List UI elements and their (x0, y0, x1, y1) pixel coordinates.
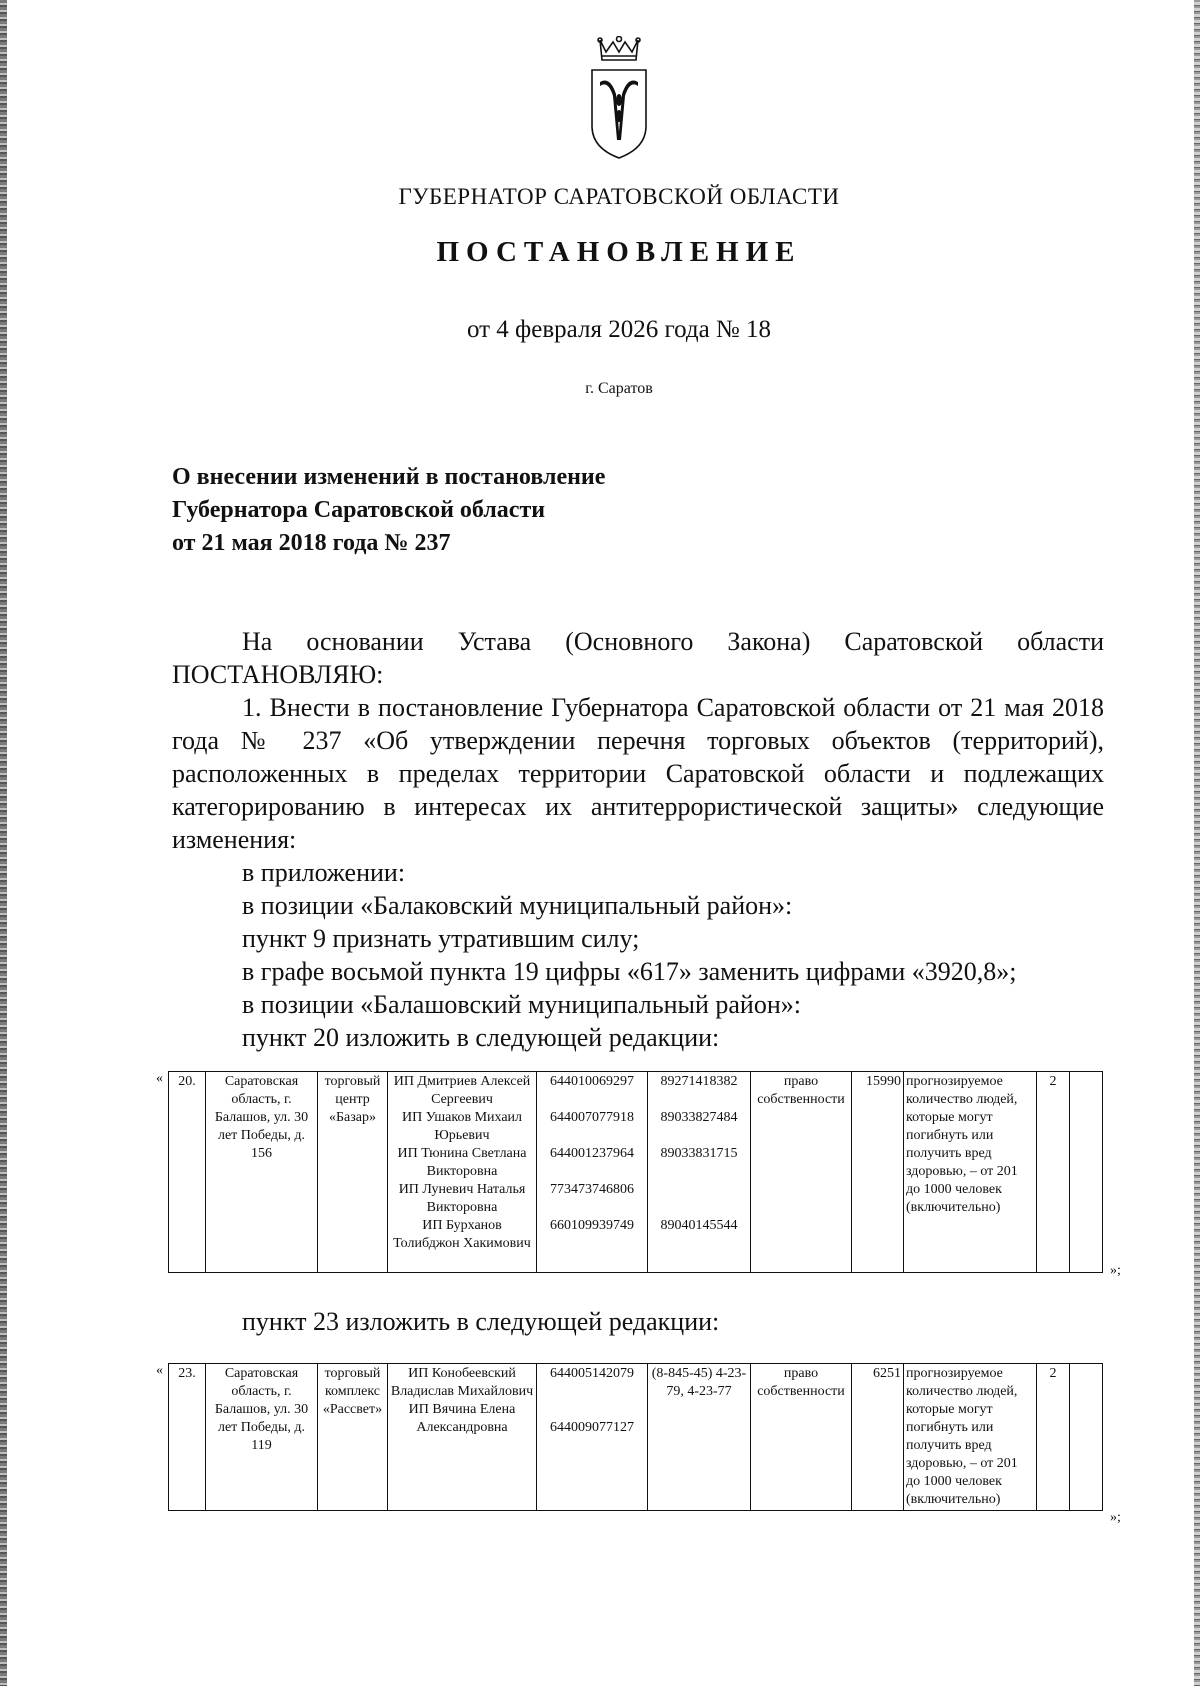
document-subject (172, 461, 605, 560)
paragraph-clause-1: 1. Внести в постановление Губернатора Саратовской области от 21 мая 2018 года № 237 «Об утверждении перечня торговых объектов (территорий), расположенных в пределах территории Саратовской области и подлежащих категорированию в интересах их антитеррористической защиты» следующие изменения: (172, 693, 1104, 854)
document-date-number: от 4 февраля 2026 года № 18 (466, 316, 772, 343)
cell-inn (537, 1364, 648, 1511)
cell-phone (648, 1072, 751, 1273)
cell-forecast: прогнозируемое количество людей, которые могут погибнуть или получить вред здоровью, – от 201 до 1000 человек (включительно) (904, 1364, 1037, 1511)
cell-owners (388, 1072, 537, 1273)
cell-number: 23. (169, 1364, 206, 1511)
subject-line: О внесении изменений в постановление (172, 464, 606, 490)
phone-value: 89033831715 (660, 1146, 738, 1161)
object-table-item-23 (168, 1363, 1103, 1511)
cell-address: Саратовская область, г. Балашов, ул. 30 лет Победы, д. 119 (206, 1364, 318, 1511)
issuing-authority: ГУБЕРНАТОР САРАТОВСКОЙ ОБЛАСТИ (398, 184, 840, 209)
cell-area: 15990 (852, 1072, 904, 1273)
owner-name: ИП Бурханов Толибджон Хакимович (393, 1218, 531, 1251)
paragraph-line: пункт 20 изложить в следующей редакции: (242, 1023, 720, 1052)
paragraph-basis: На основании Устава (Основного Закона) Саратовской области ПОСТАНОВЛЯЮ: (172, 627, 1104, 689)
table-open-quote: « (156, 1071, 163, 1086)
table-close-quote: »; (1110, 1263, 1121, 1278)
inn-value: 660109939749 (550, 1218, 634, 1233)
cell-right: право собственности (751, 1072, 852, 1273)
table-close-quote: »; (1110, 1510, 1121, 1525)
cell-owners (388, 1364, 537, 1511)
phone-value: 89271418382 (660, 1074, 738, 1089)
inn-value: 773473746806 (550, 1182, 634, 1197)
phone-value: 89040145544 (660, 1218, 738, 1233)
inn-value: 644009077127 (550, 1420, 634, 1435)
paragraph-line: в позиции «Балашовский муниципальный район»: (242, 990, 801, 1019)
inn-value: 644005142079 (550, 1366, 634, 1381)
cell-empty (1070, 1072, 1103, 1273)
inn-value: 644010069297 (550, 1074, 634, 1089)
object-table-item-20 (168, 1071, 1103, 1273)
paragraph-line: в позиции «Балаковский муниципальный район»: (242, 891, 793, 920)
subject-line: Губернатора Саратовской области (172, 497, 546, 523)
cell-object: торговый комплекс «Рассвет» (318, 1364, 388, 1511)
paragraph-line: пункт 9 признать утратившим силу; (242, 924, 640, 953)
cell-number: 20. (169, 1072, 206, 1273)
owner-name: ИП Тюнина Светлана Викторовна (397, 1146, 527, 1179)
owner-name: ИП Ушаков Михаил Юрьевич (401, 1110, 523, 1143)
cell-inn (537, 1072, 648, 1273)
cell-phone: (8-845-45) 4-23-79, 4-23-77 (648, 1364, 751, 1511)
table-row (169, 1072, 1103, 1273)
subject-line: от 21 мая 2018 года № 237 (172, 530, 451, 556)
inn-value: 644007077918 (550, 1110, 634, 1125)
cell-right: право собственности (751, 1364, 852, 1511)
paragraph-line: в приложении: (242, 858, 406, 887)
cell-area: 6251 (852, 1364, 904, 1511)
document-place: г. Саратов (585, 380, 653, 397)
paragraph-line: пункт 23 изложить в следующей редакции: (242, 1307, 720, 1336)
cell-object: торговый центр «Базар» (318, 1072, 388, 1273)
phone-value: 89033827484 (660, 1110, 738, 1125)
inn-value: 644001237964 (550, 1146, 634, 1161)
cell-address: Саратовская область, г. Балашов, ул. 30 лет Победы, д. 156 (206, 1072, 318, 1273)
document-type-title: ПОСТАНОВЛЕНИЕ (436, 236, 802, 268)
cell-category: 2 (1037, 1364, 1070, 1511)
owner-name: ИП Луневич Наталья Викторовна (398, 1182, 526, 1215)
table-open-quote: « (156, 1363, 163, 1378)
phone-value (650, 1181, 748, 1217)
cell-category: 2 (1037, 1072, 1070, 1273)
table-row (169, 1364, 1103, 1511)
coat-of-arms-emblem (586, 36, 652, 160)
cell-empty (1070, 1364, 1103, 1511)
owner-name: ИП Дмитриев Алексей Сергеевич (393, 1074, 531, 1107)
cell-forecast: прогнозируемое количество людей, которые могут погибнуть или получить вред здоровью, – от 201 до 1000 человек (включительно) (904, 1072, 1037, 1273)
paragraph-line: в графе восьмой пункта 19 цифры «617» заменить цифрами «3920,8»; (242, 957, 1017, 986)
owner-name: ИП Конобеевский Владислав Михайлович (390, 1366, 534, 1399)
owner-name: ИП Вячина Елена Александровна (408, 1402, 516, 1435)
